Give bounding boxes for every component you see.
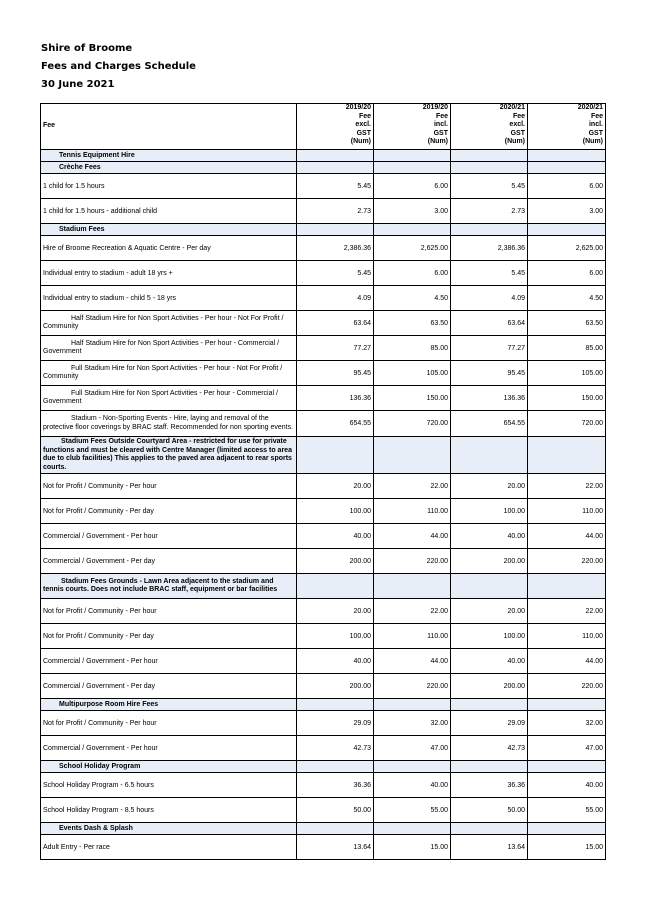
table-row bbox=[41, 286, 606, 311]
fee-2020-21-incl: 44.00 bbox=[528, 649, 606, 674]
fee-2019-20-incl: 22.00 bbox=[374, 599, 451, 624]
fee-2019-20-incl: 15.00 bbox=[374, 835, 451, 860]
table-row bbox=[41, 386, 606, 411]
fee-2020-21-excl: 36.36 bbox=[451, 773, 528, 798]
fee-2020-21-excl: 50.00 bbox=[451, 798, 528, 823]
fee-2020-21-excl: 40.00 bbox=[451, 649, 528, 674]
fee-2020-21-incl: 6.00 bbox=[528, 174, 606, 199]
section-label: School Holiday Program bbox=[41, 761, 297, 773]
column-header-2019-20-incl: 2019/20 Fee incl. GST (Num) bbox=[374, 104, 451, 150]
column-header-fee: Fee bbox=[41, 104, 297, 150]
fee-2020-21-excl: 200.00 bbox=[451, 674, 528, 699]
fee-description: Half Stadium Hire for Non Sport Activities - Per hour - Commercial / Government bbox=[41, 336, 297, 361]
fee-2019-20-incl: 150.00 bbox=[374, 386, 451, 411]
table-row bbox=[41, 361, 606, 386]
fee-2019-20-incl: 6.00 bbox=[374, 261, 451, 286]
table-row bbox=[41, 549, 606, 574]
table-row bbox=[41, 711, 606, 736]
column-header-2020-21-incl: 2020/21 Fee incl. GST (Num) bbox=[528, 104, 606, 150]
fee-2019-20-incl: 220.00 bbox=[374, 549, 451, 574]
fee-2020-21-excl: 63.64 bbox=[451, 311, 528, 336]
fee-2019-20-excl: 20.00 bbox=[297, 599, 374, 624]
fee-2019-20-incl: 47.00 bbox=[374, 736, 451, 761]
fee-2020-21-incl: 40.00 bbox=[528, 773, 606, 798]
fee-2019-20-excl: 50.00 bbox=[297, 798, 374, 823]
fee-description: Individual entry to stadium - child 5 - 18 yrs bbox=[41, 286, 297, 311]
fee-2020-21-excl: 136.36 bbox=[451, 386, 528, 411]
fee-description: Commercial / Government - Per hour bbox=[41, 649, 297, 674]
fee-2020-21-incl: 6.00 bbox=[528, 261, 606, 286]
fee-2019-20-incl: 6.00 bbox=[374, 174, 451, 199]
fee-2020-21-excl: 5.45 bbox=[451, 261, 528, 286]
fee-2020-21-excl: 20.00 bbox=[451, 599, 528, 624]
section-row bbox=[41, 574, 606, 599]
section-label: Stadium Fees Outside Courtyard Area - restricted for use for private functions and must be cleared with Centre Manager (limited access to area due to club facilities) This applies to the paved area adjacent to rear sports courts. bbox=[41, 437, 297, 474]
fee-2019-20-excl: 42.73 bbox=[297, 736, 374, 761]
document-title: Fees and Charges Schedule bbox=[41, 61, 196, 72]
column-header-2020-21-excl: 2020/21 Fee excl. GST (Num) bbox=[451, 104, 528, 150]
fee-2020-21-incl: 55.00 bbox=[528, 798, 606, 823]
table-row bbox=[41, 773, 606, 798]
fee-2019-20-incl: 44.00 bbox=[374, 649, 451, 674]
column-header-2019-20-excl: 2019/20 Fee excl. GST (Num) bbox=[297, 104, 374, 150]
fee-2019-20-excl: 100.00 bbox=[297, 624, 374, 649]
fee-description: Stadium - Non-Sporting Events - Hire, laying and removal of the protective floor coverings by BRAC staff. Recommended for non sporting events. bbox=[41, 411, 297, 437]
fee-2020-21-incl: 3.00 bbox=[528, 199, 606, 224]
fee-description: Commercial / Government - Per hour bbox=[41, 736, 297, 761]
table-row bbox=[41, 336, 606, 361]
table-row bbox=[41, 599, 606, 624]
fee-2019-20-excl: 36.36 bbox=[297, 773, 374, 798]
fees-table bbox=[40, 103, 606, 860]
fee-2020-21-incl: 85.00 bbox=[528, 336, 606, 361]
fee-2019-20-excl: 5.45 bbox=[297, 261, 374, 286]
fee-description: 1 child for 1.5 hours - additional child bbox=[41, 199, 297, 224]
fee-description: School Holiday Program - 6.5 hours bbox=[41, 773, 297, 798]
fee-2019-20-incl: 32.00 bbox=[374, 711, 451, 736]
fee-2020-21-excl: 5.45 bbox=[451, 174, 528, 199]
fee-description: Hire of Broome Recreation & Aquatic Centre - Per day bbox=[41, 236, 297, 261]
fee-description: Not for Profit / Community - Per day bbox=[41, 624, 297, 649]
table-row bbox=[41, 736, 606, 761]
fee-2020-21-incl: 44.00 bbox=[528, 524, 606, 549]
table-row bbox=[41, 674, 606, 699]
table-row bbox=[41, 798, 606, 823]
fee-description: Full Stadium Hire for Non Sport Activities - Per hour - Commercial / Government bbox=[41, 386, 297, 411]
fee-description: Not for Profit / Community - Per hour bbox=[41, 474, 297, 499]
table-row bbox=[41, 524, 606, 549]
table-row bbox=[41, 261, 606, 286]
fee-2019-20-excl: 29.09 bbox=[297, 711, 374, 736]
section-row bbox=[41, 150, 606, 162]
fee-2020-21-incl: 220.00 bbox=[528, 549, 606, 574]
fee-2019-20-excl: 63.64 bbox=[297, 311, 374, 336]
fee-2019-20-excl: 654.55 bbox=[297, 411, 374, 437]
fee-2020-21-excl: 2.73 bbox=[451, 199, 528, 224]
fee-2020-21-incl: 47.00 bbox=[528, 736, 606, 761]
fee-2019-20-excl: 40.00 bbox=[297, 524, 374, 549]
section-row bbox=[41, 823, 606, 835]
fee-description: Commercial / Government - Per day bbox=[41, 674, 297, 699]
page-header bbox=[41, 40, 196, 94]
fee-2019-20-incl: 220.00 bbox=[374, 674, 451, 699]
fee-2020-21-excl: 77.27 bbox=[451, 336, 528, 361]
section-label: Crèche Fees bbox=[41, 162, 297, 174]
fee-2019-20-incl: 22.00 bbox=[374, 474, 451, 499]
section-label: Multipurpose Room Hire Fees bbox=[41, 699, 297, 711]
fee-2020-21-excl: 100.00 bbox=[451, 624, 528, 649]
fee-2019-20-incl: 3.00 bbox=[374, 199, 451, 224]
fee-2019-20-incl: 40.00 bbox=[374, 773, 451, 798]
fee-2020-21-excl: 29.09 bbox=[451, 711, 528, 736]
fee-2019-20-excl: 13.64 bbox=[297, 835, 374, 860]
table-row bbox=[41, 624, 606, 649]
section-label: Stadium Fees Grounds - Lawn Area adjacent to the stadium and tennis courts. Does not include BRAC staff, equipment or bar facilities bbox=[41, 574, 297, 599]
fee-2019-20-excl: 77.27 bbox=[297, 336, 374, 361]
fee-2020-21-incl: 2,625.00 bbox=[528, 236, 606, 261]
fee-description: School Holiday Program - 8.5 hours bbox=[41, 798, 297, 823]
table-row bbox=[41, 474, 606, 499]
fee-description: Not for Profit / Community - Per day bbox=[41, 499, 297, 524]
fee-description: Not for Profit / Community - Per hour bbox=[41, 711, 297, 736]
fee-2020-21-incl: 110.00 bbox=[528, 499, 606, 524]
fee-description: 1 child for 1.5 hours bbox=[41, 174, 297, 199]
fee-2020-21-incl: 63.50 bbox=[528, 311, 606, 336]
fee-2019-20-incl: 63.50 bbox=[374, 311, 451, 336]
table-row bbox=[41, 199, 606, 224]
table-row bbox=[41, 411, 606, 437]
fee-2020-21-excl: 4.09 bbox=[451, 286, 528, 311]
section-label: Tennis Equipment Hire bbox=[41, 150, 297, 162]
section-row bbox=[41, 162, 606, 174]
organization-title: Shire of Broome bbox=[41, 43, 133, 54]
section-label: Events Dash & Splash bbox=[41, 823, 297, 835]
fee-2019-20-incl: 105.00 bbox=[374, 361, 451, 386]
fee-2020-21-incl: 22.00 bbox=[528, 599, 606, 624]
section-row bbox=[41, 699, 606, 711]
fee-2019-20-excl: 136.36 bbox=[297, 386, 374, 411]
fee-2020-21-excl: 654.55 bbox=[451, 411, 528, 437]
table-row bbox=[41, 649, 606, 674]
fee-2019-20-incl: 44.00 bbox=[374, 524, 451, 549]
fee-description: Commercial / Government - Per hour bbox=[41, 524, 297, 549]
fee-2019-20-excl: 95.45 bbox=[297, 361, 374, 386]
fee-description: Not for Profit / Community - Per hour bbox=[41, 599, 297, 624]
section-row bbox=[41, 437, 606, 474]
fee-2020-21-incl: 105.00 bbox=[528, 361, 606, 386]
fee-2019-20-incl: 110.00 bbox=[374, 499, 451, 524]
table-row bbox=[41, 236, 606, 261]
fee-2020-21-excl: 40.00 bbox=[451, 524, 528, 549]
fee-2020-21-incl: 15.00 bbox=[528, 835, 606, 860]
fee-2019-20-excl: 4.09 bbox=[297, 286, 374, 311]
fee-2019-20-excl: 5.45 bbox=[297, 174, 374, 199]
fee-2019-20-incl: 85.00 bbox=[374, 336, 451, 361]
fee-2020-21-incl: 110.00 bbox=[528, 624, 606, 649]
fee-2019-20-excl: 2.73 bbox=[297, 199, 374, 224]
fee-2019-20-incl: 4.50 bbox=[374, 286, 451, 311]
fee-2019-20-excl: 200.00 bbox=[297, 549, 374, 574]
fee-2020-21-excl: 20.00 bbox=[451, 474, 528, 499]
fee-2019-20-incl: 720.00 bbox=[374, 411, 451, 437]
fee-description: Full Stadium Hire for Non Sport Activities - Per hour - Not For Profit / Community bbox=[41, 361, 297, 386]
fee-description: Commercial / Government - Per day bbox=[41, 549, 297, 574]
fee-2020-21-incl: 150.00 bbox=[528, 386, 606, 411]
fee-2020-21-excl: 200.00 bbox=[451, 549, 528, 574]
fee-2020-21-excl: 100.00 bbox=[451, 499, 528, 524]
fee-2020-21-excl: 42.73 bbox=[451, 736, 528, 761]
fee-2020-21-incl: 22.00 bbox=[528, 474, 606, 499]
fee-2019-20-excl: 2,386.36 bbox=[297, 236, 374, 261]
fee-description: Half Stadium Hire for Non Sport Activities - Per hour - Not For Profit / Community bbox=[41, 311, 297, 336]
section-label: Stadium Fees bbox=[41, 224, 297, 236]
fee-description: Adult Entry - Per race bbox=[41, 835, 297, 860]
table-row bbox=[41, 174, 606, 199]
fee-2020-21-incl: 220.00 bbox=[528, 674, 606, 699]
fee-2020-21-excl: 2,386.36 bbox=[451, 236, 528, 261]
fee-2019-20-excl: 200.00 bbox=[297, 674, 374, 699]
fee-2019-20-incl: 55.00 bbox=[374, 798, 451, 823]
section-row bbox=[41, 224, 606, 236]
fee-2020-21-incl: 4.50 bbox=[528, 286, 606, 311]
table-header-row bbox=[41, 104, 606, 150]
section-row bbox=[41, 761, 606, 773]
table-row bbox=[41, 311, 606, 336]
fee-2019-20-excl: 40.00 bbox=[297, 649, 374, 674]
table-row bbox=[41, 835, 606, 860]
document-date: 30 June 2021 bbox=[41, 79, 115, 90]
fee-2020-21-excl: 13.64 bbox=[451, 835, 528, 860]
fee-2019-20-incl: 2,625.00 bbox=[374, 236, 451, 261]
fee-2020-21-excl: 95.45 bbox=[451, 361, 528, 386]
fee-2019-20-excl: 100.00 bbox=[297, 499, 374, 524]
fee-description: Individual entry to stadium - adult 18 yrs + bbox=[41, 261, 297, 286]
fee-2019-20-excl: 20.00 bbox=[297, 474, 374, 499]
fee-2020-21-incl: 720.00 bbox=[528, 411, 606, 437]
fee-2019-20-incl: 110.00 bbox=[374, 624, 451, 649]
table-row bbox=[41, 499, 606, 524]
fee-2020-21-incl: 32.00 bbox=[528, 711, 606, 736]
